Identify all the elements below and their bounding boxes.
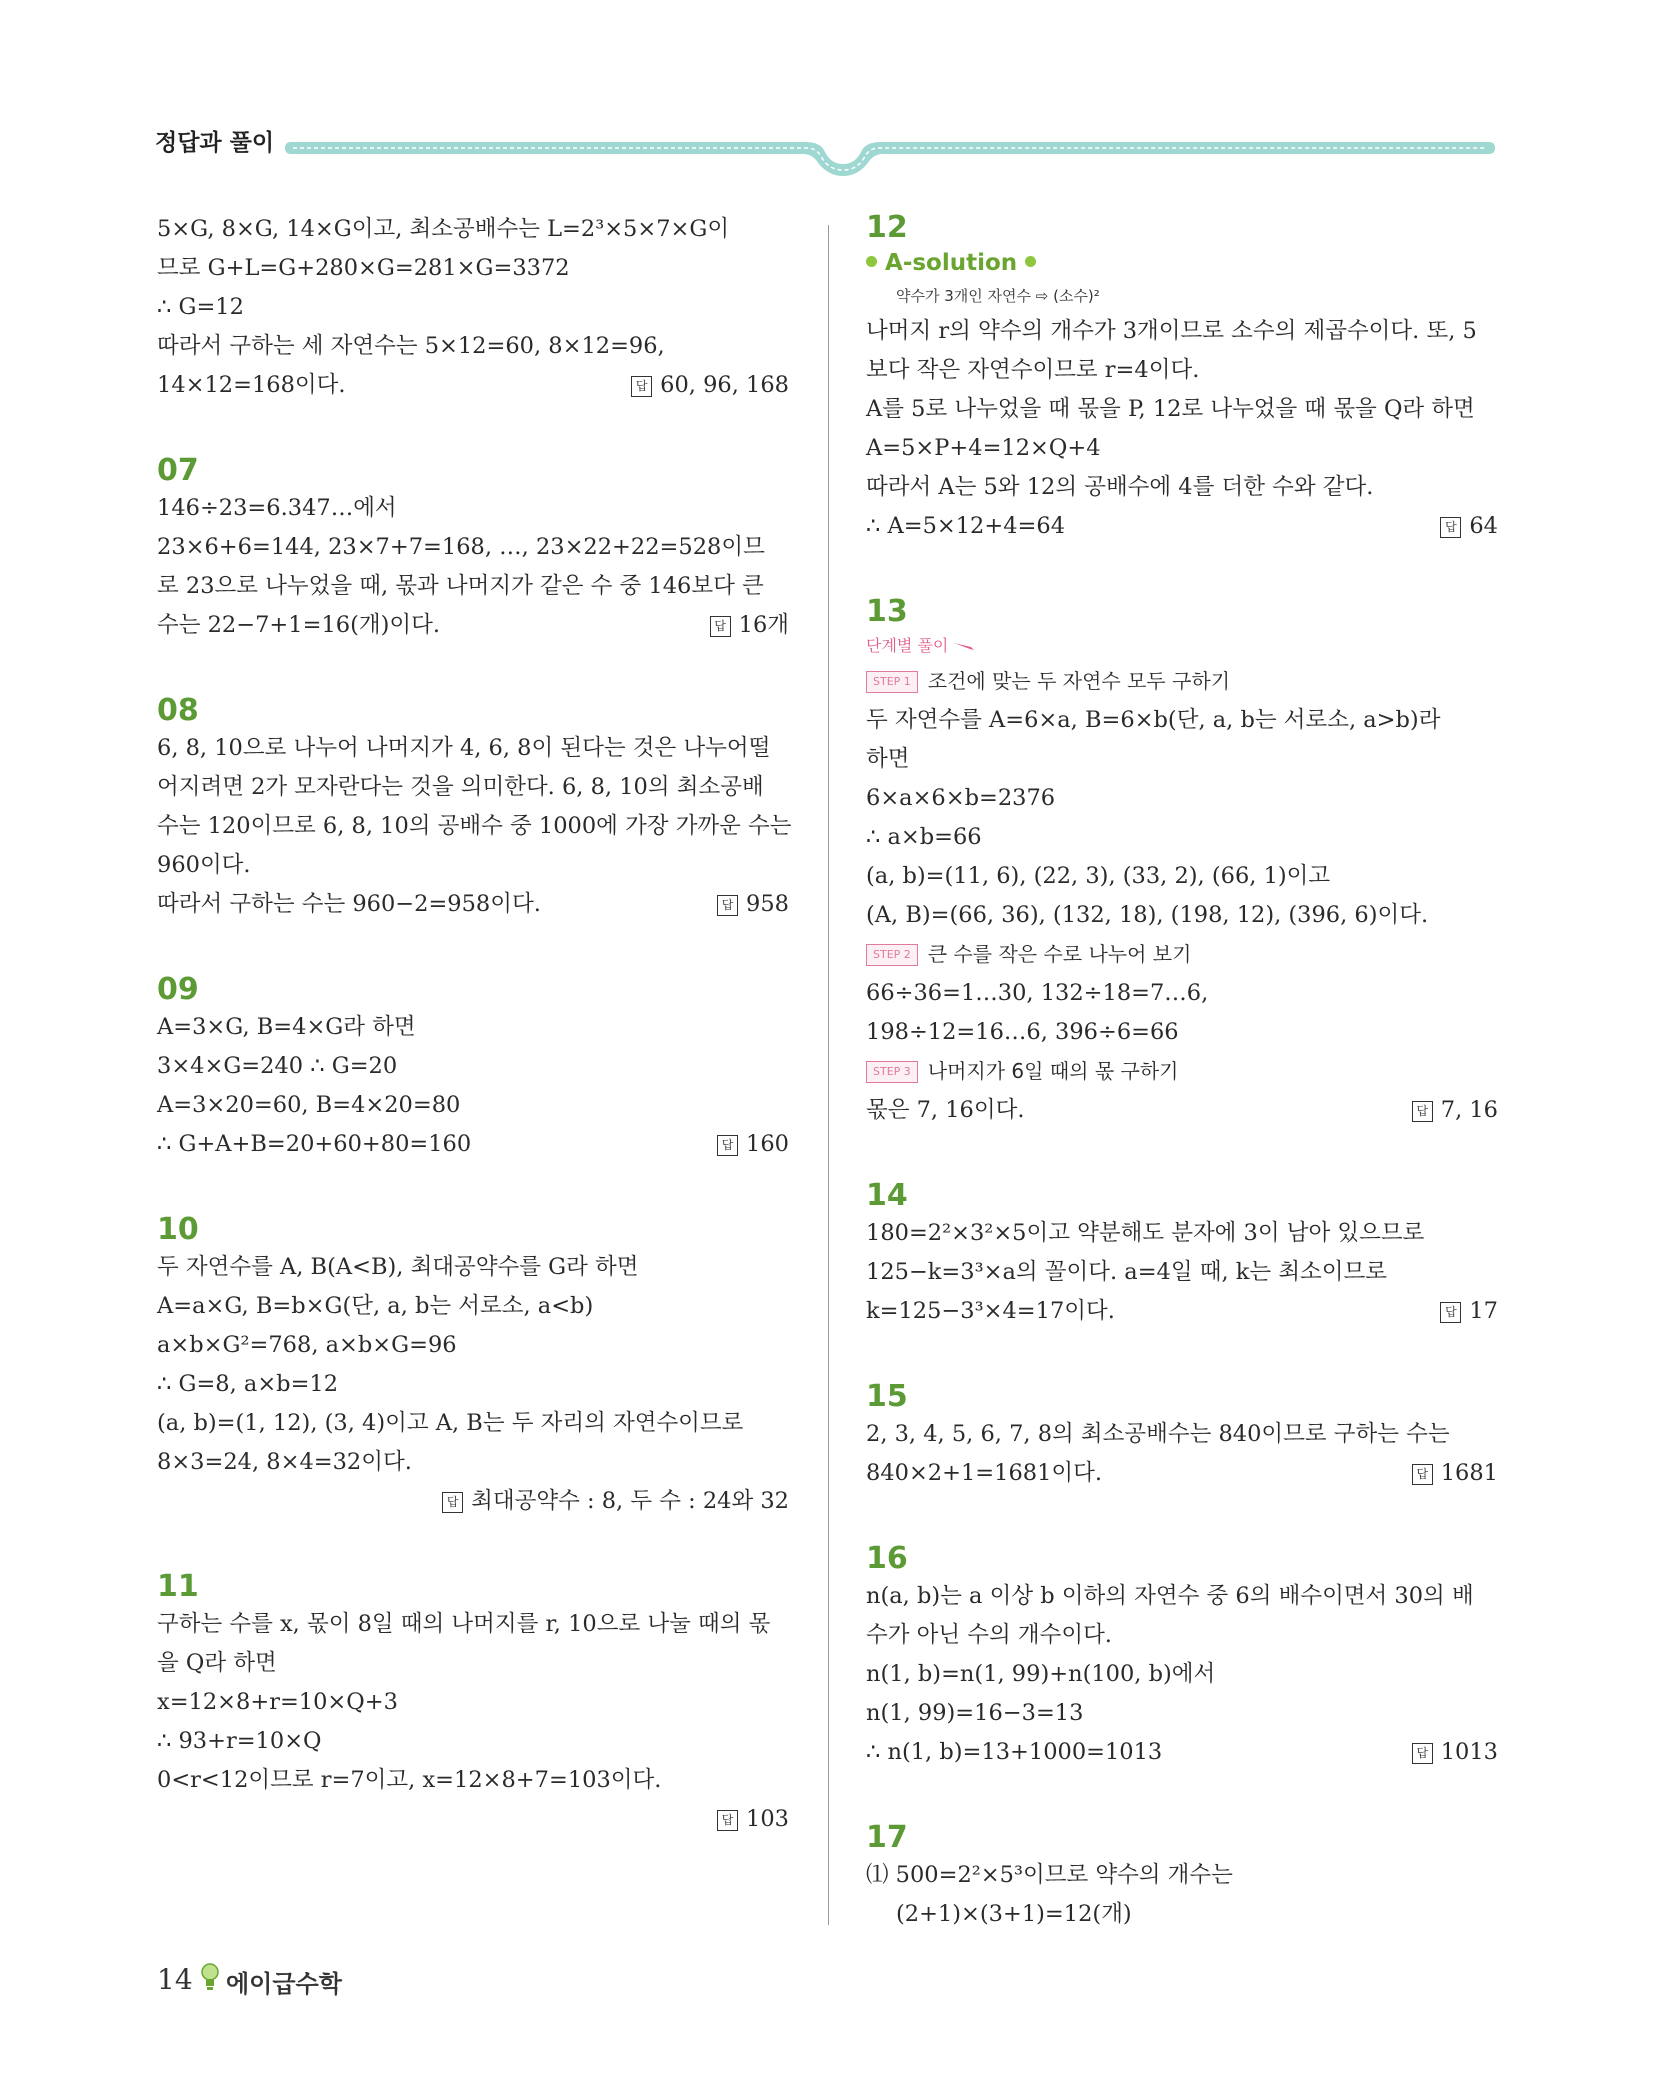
- solution-line: [157, 606, 789, 645]
- solution-line: ⑴ 500=2²×5³이므로 약수의 개수는: [866, 1862, 1233, 1888]
- answer-icon: 답: [1440, 1302, 1461, 1323]
- step-badge: STEP 2: [866, 944, 918, 966]
- solution-line: ∴ G=12: [157, 294, 244, 320]
- answer-value: 1681: [1440, 1460, 1498, 1486]
- problem-number: 07: [157, 453, 199, 488]
- solution-line: 180=2²×3²×5이고 약분해도 분자에 3이 남아 있으므로: [866, 1220, 1425, 1246]
- solution-line: [866, 1091, 1498, 1130]
- problem-number: 15: [866, 1379, 908, 1414]
- answer-value: 17: [1469, 1298, 1498, 1324]
- answer: [1440, 1292, 1498, 1331]
- solution-line: [157, 366, 789, 405]
- solution-line: A=5×P+4=12×Q+4: [866, 435, 1101, 461]
- solution-line: ∴ G=8, a×b=12: [157, 1371, 339, 1397]
- answer-icon: 답: [631, 376, 652, 397]
- problem-number: 09: [157, 972, 199, 1007]
- solution-text: 840×2+1=1681이다.: [866, 1460, 1103, 1486]
- solution-line: 198÷12=16…6, 396÷6=66: [866, 1019, 1179, 1045]
- answer: [1412, 1091, 1498, 1130]
- page-header-title: 정답과 풀이: [155, 130, 275, 156]
- step-1: [866, 662, 1498, 701]
- answer-icon: 답: [1440, 517, 1461, 538]
- solution-line: A=3×G, B=4×G라 하면: [157, 1014, 416, 1040]
- solution-line: [866, 1733, 1498, 1772]
- answer-icon: 답: [710, 616, 731, 637]
- problem-16: [866, 1541, 1498, 1772]
- solution-line: ∴ 93+r=10×Q: [157, 1728, 322, 1754]
- solution-line: 나머지 r의 약수의 개수가 3개이므로 소수의 제곱수이다. 또, 5: [866, 318, 1477, 344]
- answer: [1412, 1454, 1498, 1493]
- answer-value: 60, 96, 168: [660, 372, 789, 398]
- solution-text: 따라서 구하는 수는 960−2=958이다.: [157, 891, 541, 917]
- problem-number: 16: [866, 1541, 908, 1576]
- solution-line: n(1, b)=n(1, 99)+n(100, b)에서: [866, 1661, 1216, 1687]
- step-2: [866, 935, 1498, 974]
- page-number: 14: [157, 1963, 193, 1996]
- solution-line: 66÷36=1…30, 132÷18=7…6,: [866, 980, 1209, 1006]
- solution-line: [157, 1125, 789, 1164]
- solution-line: 125−k=3³×a의 꼴이다. a=4일 때, k는 최소이므로: [866, 1259, 1387, 1285]
- solution-line: 로 23으로 나누었을 때, 몫과 나머지가 같은 수 중 146보다 큰: [157, 573, 764, 599]
- solution-line: [866, 1292, 1498, 1331]
- answer-value: 16개: [738, 612, 789, 638]
- problem-13: [866, 594, 1498, 1130]
- solution-line: 6, 8, 10으로 나누어 나머지가 4, 6, 8이 된다는 것은 나누어떨: [157, 735, 771, 761]
- solution-line: 수는 120이므로 6, 8, 10의 공배수 중 1000에 가장 가까운 수는: [157, 813, 792, 839]
- step-3: [866, 1052, 1498, 1091]
- answer: [631, 366, 789, 405]
- answer-icon: 답: [717, 1810, 738, 1831]
- solution-line: 구하는 수를 x, 몫이 8일 때의 나머지를 r, 10으로 나눌 때의 몫: [157, 1611, 771, 1637]
- right-column: [866, 210, 1498, 1982]
- solution-line: 6×a×6×b=2376: [866, 785, 1056, 811]
- answer: [717, 1800, 789, 1839]
- solution-line: 0<r<12이므로 r=7이고, x=12×8+7=103이다.: [157, 1767, 662, 1793]
- solution-text: 14×12=168이다.: [157, 372, 346, 398]
- solution-line: [866, 507, 1498, 546]
- left-column: [157, 210, 792, 1887]
- solution-text: ∴ G+A+B=20+60+80=160: [157, 1131, 472, 1157]
- answer: [717, 885, 789, 924]
- bullet-icon: [866, 256, 877, 267]
- solution-line: [157, 885, 789, 924]
- a-solution-text: A-solution: [885, 250, 1018, 276]
- step-title: 큰 수를 작은 수로 나누어 보기: [927, 942, 1192, 966]
- answer-icon: 답: [717, 1135, 738, 1156]
- solution-line: 2, 3, 4, 5, 6, 7, 8의 최소공배수는 840이므로 구하는 수는: [866, 1421, 1450, 1447]
- solution-line: n(a, b)는 a 이상 b 이하의 자연수 중 6의 배수이면서 30의 배: [866, 1583, 1474, 1609]
- step-title: 나머지가 6일 때의 몫 구하기: [927, 1059, 1179, 1083]
- problem-06-continued: [157, 210, 789, 405]
- answer: [710, 606, 789, 645]
- problem-15: [866, 1379, 1498, 1493]
- answer-value: 64: [1469, 513, 1498, 539]
- answer-line: [157, 1800, 789, 1839]
- solution-line: (a, b)=(1, 12), (3, 4)이고 A, B는 두 자리의 자연수이므로: [157, 1410, 744, 1436]
- problem-07: [157, 453, 789, 645]
- problem-number: 12: [866, 210, 908, 245]
- solution-text: ∴ n(1, b)=13+1000=1013: [866, 1739, 1163, 1765]
- step-title: 조건에 맞는 두 자연수 모두 구하기: [927, 669, 1231, 693]
- solution-line: (2+1)×(3+1)=12(개): [896, 1901, 1132, 1927]
- solution-line: 수가 아닌 수의 개수이다.: [866, 1622, 1112, 1648]
- solution-line: A=3×20=60, B=4×20=80: [157, 1092, 461, 1118]
- solution-text: 몫은 7, 16이다.: [866, 1097, 1025, 1123]
- problem-number: 14: [866, 1178, 908, 1213]
- solution-line: [866, 1454, 1498, 1493]
- solution-line: 어지려면 2가 모자란다는 것을 의미한다. 6, 8, 10의 최소공배: [157, 774, 764, 800]
- solution-line: ∴ a×b=66: [866, 824, 982, 850]
- solution-line: (A, B)=(66, 36), (132, 18), (198, 12), (396, 6)이다.: [866, 902, 1429, 928]
- header-ribbon: [285, 132, 1497, 182]
- column-divider: [828, 225, 829, 1925]
- solution-line: (a, b)=(11, 6), (22, 3), (33, 2), (66, 1)이고: [866, 863, 1331, 889]
- answer-icon: 답: [1412, 1101, 1433, 1122]
- solution-line: A=a×G, B=b×G(단, a, b는 서로소, a<b): [157, 1293, 594, 1319]
- problem-10: [157, 1212, 789, 1521]
- answer-value: 최대공약수 : 8, 두 수 : 24와 32: [471, 1488, 789, 1514]
- brand-logo: 에이급수학: [226, 1970, 342, 1998]
- solution-line: x=12×8+r=10×Q+3: [157, 1689, 398, 1715]
- solution-line: 960이다.: [157, 852, 251, 878]
- solution-line: 보다 작은 자연수이므로 r=4이다.: [866, 357, 1200, 383]
- problem-number: 13: [866, 594, 908, 629]
- solution-line: 므로 G+L=G+280×G=281×G=3372: [157, 255, 570, 281]
- problem-11: [157, 1569, 789, 1839]
- answer-value: 1013: [1440, 1739, 1498, 1765]
- solution-line: 8×3=24, 8×4=32이다.: [157, 1449, 412, 1475]
- answer-icon: 답: [1412, 1743, 1433, 1764]
- problem-09: [157, 972, 789, 1164]
- solution-text: 수는 22−7+1=16(개)이다.: [157, 612, 440, 638]
- answer: [1440, 507, 1498, 546]
- bullet-icon: [1025, 256, 1036, 267]
- answer: [1412, 1733, 1498, 1772]
- problem-number: 08: [157, 693, 199, 728]
- answer-value: 7, 16: [1440, 1097, 1498, 1123]
- step-solution-tag: [866, 630, 1498, 662]
- solution-text: k=125−3³×4=17이다.: [866, 1298, 1115, 1324]
- answer-line: [157, 1482, 789, 1521]
- step-badge: STEP 1: [866, 671, 918, 693]
- problem-08: [157, 693, 792, 924]
- answer-icon: 답: [717, 895, 738, 916]
- problem-number: 17: [866, 1820, 908, 1855]
- solution-text: ∴ A=5×12+4=64: [866, 513, 1066, 539]
- answer-value: 958: [746, 891, 789, 917]
- solution-line: 하면: [866, 746, 910, 772]
- answer-icon: 답: [442, 1492, 463, 1513]
- a-solution-note: 약수가 3개인 자연수 ⇨ (소수)²: [896, 287, 1100, 305]
- solution-line: 두 자연수를 A, B(A<B), 최대공약수를 G라 하면: [157, 1254, 639, 1280]
- solution-line: 두 자연수를 A=6×a, B=6×b(단, a, b는 서로소, a>b)라: [866, 707, 1441, 733]
- answer: [717, 1125, 789, 1164]
- a-solution-label: [866, 246, 1498, 280]
- problem-17: [866, 1820, 1498, 1934]
- problem-14: [866, 1178, 1498, 1331]
- answer-value: 160: [746, 1131, 789, 1157]
- solution-line: 따라서 A는 5와 12의 공배수에 4를 더한 수와 같다.: [866, 474, 1374, 500]
- solution-line: 146÷23=6.347…에서: [157, 495, 397, 521]
- answer: [442, 1482, 789, 1521]
- solution-line: 을 Q라 하면: [157, 1650, 277, 1676]
- problem-number: 11: [157, 1569, 199, 1604]
- solution-line: n(1, 99)=16−3=13: [866, 1700, 1084, 1726]
- solution-line: A를 5로 나누었을 때 몫을 P, 12로 나누었을 때 몫을 Q라 하면: [866, 396, 1475, 422]
- step-solution-label: 단계별 풀이: [866, 636, 949, 655]
- answer-icon: 답: [1412, 1464, 1433, 1485]
- solution-line: 5×G, 8×G, 14×G이고, 최소공배수는 L=2³×5×7×G이: [157, 216, 730, 242]
- solution-line: a×b×G²=768, a×b×G=96: [157, 1332, 457, 1358]
- lightbulb-icon: [200, 1962, 220, 1992]
- problem-12: [866, 210, 1498, 546]
- step-badge: STEP 3: [866, 1061, 918, 1083]
- solution-line: 3×4×G=240 ∴ G=20: [157, 1053, 398, 1079]
- answer-value: 103: [746, 1806, 789, 1832]
- solution-line: 따라서 구하는 세 자연수는 5×12=60, 8×12=96,: [157, 333, 665, 359]
- problem-number: 10: [157, 1212, 199, 1247]
- pencil-icon: [953, 641, 975, 651]
- solution-line: 23×6+6=144, 23×7+7=168, …, 23×22+22=528이므: [157, 534, 765, 560]
